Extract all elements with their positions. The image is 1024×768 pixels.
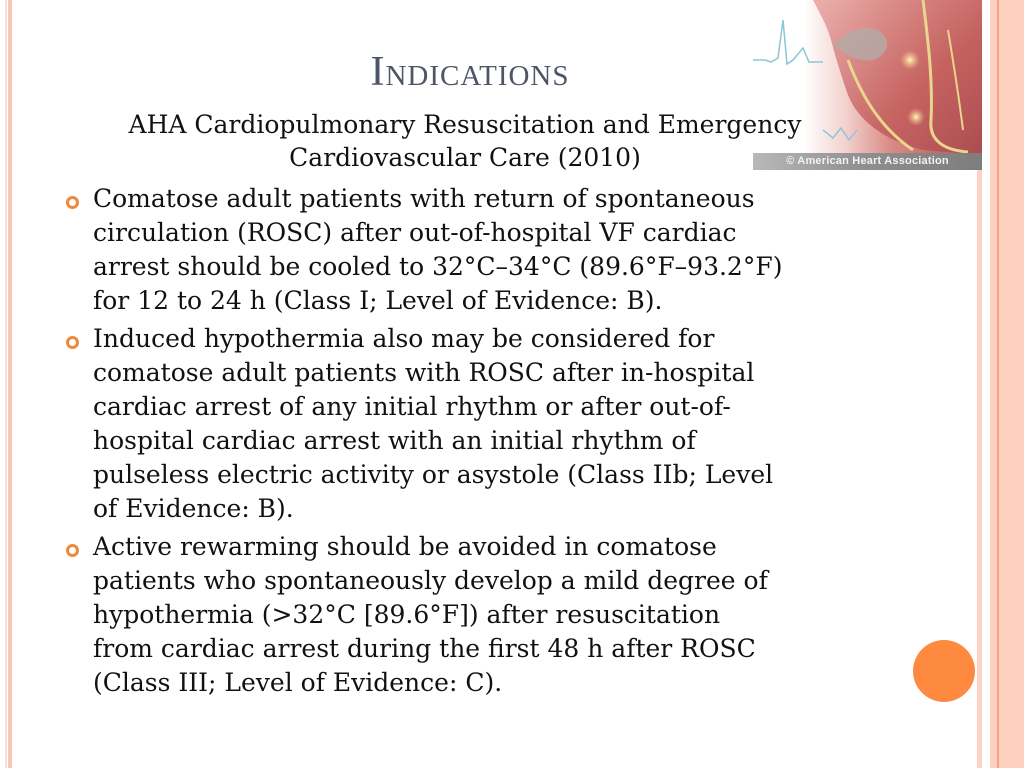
slide-title: Indications [370, 49, 570, 95]
bullet-line: comatose adult patients with ROSC after in-hospital [93, 358, 755, 387]
orange-ring-bullet-icon [66, 544, 79, 557]
orange-ring-bullet-icon [66, 196, 79, 209]
bullet-line: for 12 to 24 h (Class I; Level of Evidence: B). [93, 286, 663, 315]
right-border-line [997, 0, 999, 768]
left-border-stripe [8, 0, 12, 768]
bullet-line: Comatose adult patients with return of spontaneous [93, 184, 755, 213]
bullet-line: hospital cardiac arrest with an initial rhythm of [93, 426, 696, 455]
bullet-line: pulseless electric activity or asystole (Class IIb; Level [93, 460, 774, 489]
bullet-line: from cardiac arrest during the first 48 h after ROSC [93, 634, 756, 663]
slide-subtitle [60, 108, 870, 174]
bullet-item [66, 182, 866, 318]
bullet-line: (Class III; Level of Evidence: C). [93, 668, 503, 697]
orange-circle-icon [913, 640, 975, 702]
bullet-line: hypothermia (>32°C [89.6°F]) after resuscitation [93, 600, 721, 629]
orange-ring-bullet-icon [66, 336, 79, 349]
bullet-line: arrest should be cooled to 32°C–34°C (89.6°F–93.2°F) [93, 252, 783, 281]
bullet-line: cardiac arrest of any initial rhythm or after out-of- [93, 392, 731, 421]
left-border-line [5, 0, 7, 768]
bullet-line: Active rewarming should be avoided in comatose [93, 532, 717, 561]
bullet-item [66, 322, 866, 526]
right-border-band [990, 0, 1024, 768]
bullet-item [66, 530, 866, 700]
bullet-line: circulation (ROSC) after out-of-hospital VF cardiac [93, 218, 737, 247]
bullet-line: patients who spontaneously develop a mild degree of [93, 566, 768, 595]
subtitle-line: Cardiovascular Care (2010) [289, 143, 641, 172]
bullet-list [66, 182, 866, 704]
image-caption: © American Heart Association [753, 153, 982, 170]
subtitle-line: AHA Cardiopulmonary Resuscitation and Emergency [128, 110, 802, 139]
bullet-line: Induced hypothermia also may be considered for [93, 324, 715, 353]
bullet-line: of Evidence: B). [93, 494, 294, 523]
